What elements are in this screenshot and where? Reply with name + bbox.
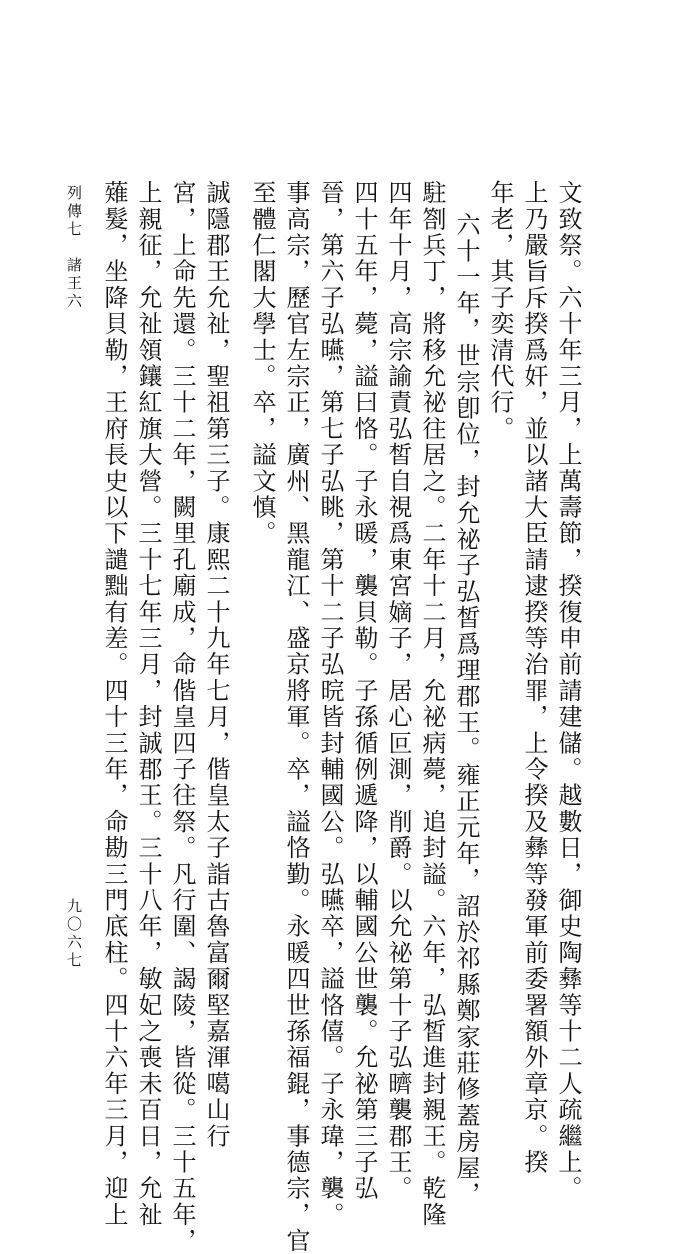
text-column: 誠隱郡王允祉，聖祖第三子。康熙二十九年七月，偕皇太子詣古魯富爾堅嘉渾噶山行 xyxy=(202,180,230,1150)
text-column: 至體仁閣大學士。卒，謚文慎。 xyxy=(248,180,276,547)
text-column: 事高宗，歷官左宗正，廣州、黑龍江、盛京將軍。卒，謚恪勤。永暖四世孫福錕，事德宗，官 xyxy=(282,180,310,1254)
text-column: 晉，第六子弘曣，第七子弘眺，第十二子弘晥皆封輔國公。弘曣卒，謚恪僖。子永瑋，襲。 xyxy=(316,180,344,1228)
text-column: 宮，上命先還。三十二年，闕里孔廟成，命偕皇四子往祭。凡行圍、謁陵，皆從。三十五年， xyxy=(168,180,196,1254)
text-column: 文致祭。六十年三月，上萬壽節，揆復申前請建儲。越數日，御史陶彝等十二人疏繼上。 xyxy=(554,180,582,1202)
text-column: 駐劄兵丁，將移允祕往居之。二年十二月，允祕病薨，追封謚。六年，弘皙進封親王。乾隆 xyxy=(418,180,446,1228)
text-column: 上乃嚴旨斥揆爲奸，並以諸大臣請逮揆等治罪，上令揆及彝等發軍前委署額外章京。揆 xyxy=(520,180,548,1176)
text-column: 四年十月，高宗諭責弘皙自視爲東宮嫡子，居心叵測，削爵。以允祕第十子弘𣋠襲郡王。 xyxy=(384,180,412,1202)
page-number: 九〇六七 xyxy=(65,898,83,970)
text-column: 四十五年，薨，謚曰恪。子永暖，襲貝勒。子孫循例遞降，以輔國公世襲。允祕第三子弘 xyxy=(350,180,378,1202)
text-column: 六十一年，世宗卽位，封允祕子弘皙爲理郡王。雍正元年，詔於祁縣鄭家莊修蓋房屋， xyxy=(452,212,480,1208)
text-column: 上親征，允祉領鑲紅旗大營。三十七年三月，封誠郡王。三十八年，敏妃之喪未百日，允祉 xyxy=(134,180,162,1228)
text-column: 薙髮，坐降貝勒，王府長史以下譴黜有差。四十三年，命勘三門底柱。四十六年三月，迎上 xyxy=(100,180,128,1228)
text-column: 年老，其子奕清代行。 xyxy=(486,180,514,442)
running-header-left: 列傳七 諸王六 xyxy=(65,185,83,311)
